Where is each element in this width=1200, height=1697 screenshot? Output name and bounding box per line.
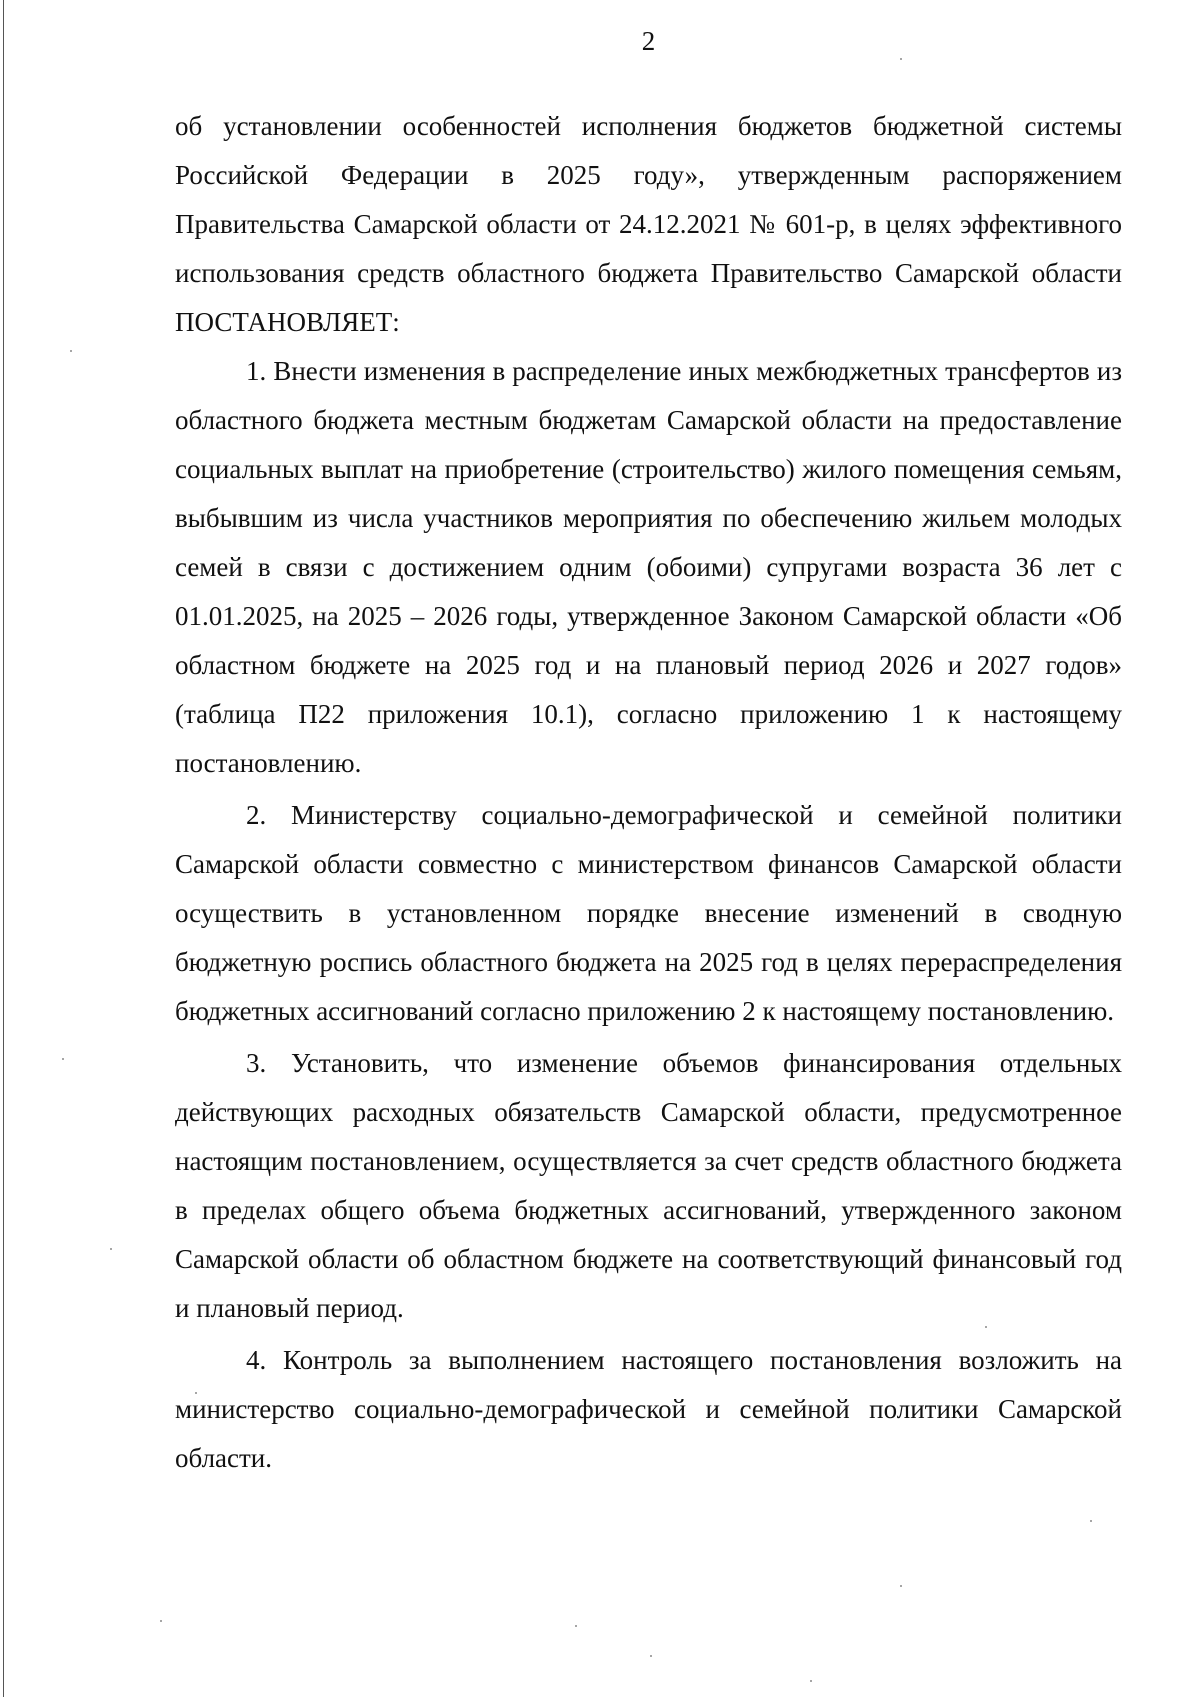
scan-speck — [900, 58, 902, 60]
scan-speck — [195, 1392, 197, 1394]
paragraph-item-2: 2. Министерству социально-демографической и семейной политики Самарской области совместно с министерством финансов Самарской области осуществить в установленном порядке внесение изменений в сводную бюджетную роспись областного бюджета на 2025 год в целях перераспределения бюджетных ассигнований согласно приложению 2 к настоящему постановлению. — [175, 800, 1122, 1026]
scan-speck — [650, 1655, 652, 1657]
paragraph-item-4: 4. Контроль за выполнением настоящего постановления возложить на министерство социально-демографической и семейной политики Самарской области. — [175, 1345, 1122, 1473]
scan-left-edge — [3, 0, 4, 1697]
page-number: 2 — [641, 26, 656, 56]
paragraph-item-1: 1. Внести изменения в распределение иных межбюджетных трансфертов из областного бюджета местным бюджетам Самарской области на предоставление социальных выплат на приобретение (строительство) жилого помещения семьям, выбывшим из числа участников мероприятия по обеспечению жильем молодых семей в связи с достижением одним (обоими) супругами возраста 36 лет с 01.01.2025, на 2025 – 2026 годы, утвержденное Законом Самарской области «Об областном бюджете на 2025 год и на плановый период 2026 и 2027 годов» (таблица П22 приложения 10.1), согласно приложению 1 к настоящему постановлению. — [175, 356, 1122, 778]
scan-speck — [985, 1326, 987, 1328]
scan-speck — [1090, 1520, 1092, 1522]
scan-speck — [575, 1625, 577, 1627]
paragraph-preamble: об установлении особенностей исполнения бюджетов бюджетной системы Российской Федерации в 2025 году», утвержденным распоряжением Правительства Самарской области от 24.12.2021 № 601-р, в целях эффективного использования средств областного бюджета Правительство Самарской области ПОСТАНОВЛЯЕТ: — [175, 111, 1122, 337]
scan-speck — [110, 1248, 112, 1250]
paragraph-item-3: 3. Установить, что изменение объемов финансирования отдельных действующих расходных обязательств Самарской области, предусмотренное настоящим постановлением, осуществляется за счет средств областного бюджета в пределах общего объема бюджетных ассигнований, утвержденного законом Самарской области об областном бюджете на соответствующий финансовый год и плановый период. — [175, 1048, 1122, 1323]
scan-speck — [160, 1620, 162, 1622]
scan-speck — [810, 1680, 812, 1682]
document-body — [175, 102, 1122, 1483]
scan-speck — [62, 1058, 64, 1060]
scan-speck — [900, 1585, 902, 1587]
scan-speck — [70, 350, 72, 352]
